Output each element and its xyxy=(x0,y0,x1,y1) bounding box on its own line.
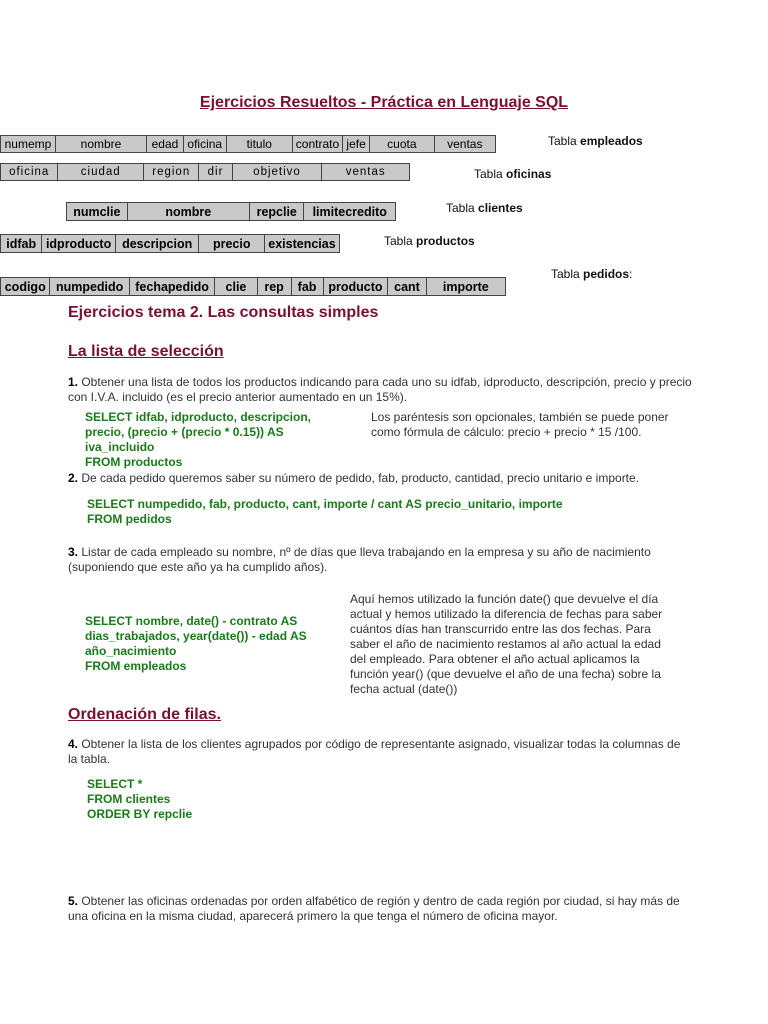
column-header: nombre xyxy=(127,203,249,221)
column-header: idfab xyxy=(1,235,42,253)
table-label-oficinas: Tabla oficinas xyxy=(474,167,552,181)
column-header: region xyxy=(144,164,199,181)
column-header: importe xyxy=(426,278,505,296)
column-header: oficina xyxy=(183,136,226,153)
column-header: contrato xyxy=(292,136,342,153)
exercise-3-text: 3. Listar de cada empleado su nombre, nº de días que lleva trabajando en la empresa y su año de nacimiento (suponiendo que este año ya ha cumplido años). xyxy=(68,545,651,574)
column-header: edad xyxy=(147,136,184,153)
exercise-1-text: 1. Obtener una lista de todos los productos indicando para cada uno su idfab, idproducto, descripción, precio y precio con I.V.A. incluido (es el precio anterior aumentado en un 15%). xyxy=(68,375,692,404)
exercise-1-sql: SELECT idfab, idproducto, descripcion, precio, (precio + (precio * 0.15)) AS iva_incluido FROM productos xyxy=(85,410,312,469)
column-header: ciudad xyxy=(58,164,144,181)
column-header: numemp xyxy=(1,136,56,153)
column-header: fechapedido xyxy=(129,278,215,296)
column-header: producto xyxy=(323,278,388,296)
column-header: nombre xyxy=(55,136,146,153)
column-header: oficina xyxy=(1,164,58,181)
column-header: numpedido xyxy=(50,278,129,296)
exercise-3-note: Aquí hemos utilizado la función date() que devuelve el día actual y hemos utilizado la diferencia de fechas para saber cuántos días han transcurrido entre las dos fechas. Para saber el año de nacimiento restamos al año actual la edad del empleado. Para obtener el año actual aplicamos la función year() (que devuelve el año de una fecha) sobre la fecha actual (date()) xyxy=(350,592,663,696)
column-header: idproducto xyxy=(42,235,116,253)
subsection-heading: La lista de selección xyxy=(68,343,224,360)
subsection-heading-ordenacion: Ordenación de filas. xyxy=(68,706,221,723)
table-pedidos xyxy=(0,277,506,296)
column-header: codigo xyxy=(1,278,50,296)
column-header: objetivo xyxy=(232,164,322,181)
table-label-pedidos: Tabla pedidos: xyxy=(551,267,633,281)
table-productos xyxy=(0,234,340,253)
table-clientes xyxy=(66,202,396,221)
column-header: fab xyxy=(291,278,323,296)
column-header: numclie xyxy=(67,203,128,221)
table-label-empleados: Tabla empleados xyxy=(548,134,643,148)
column-header: dir xyxy=(199,164,232,181)
column-header: precio xyxy=(199,235,264,253)
column-header: ventas xyxy=(322,164,410,181)
exercise-2-sql: SELECT numpedido, fab, producto, cant, importe / cant AS precio_unitario, importe FROM pedidos xyxy=(87,497,563,526)
exercise-1-note: Los paréntesis son opcionales, también se puede poner como fórmula de cálculo: precio + precio * 15 /100. xyxy=(371,410,669,439)
table-label-clientes: Tabla clientes xyxy=(446,201,523,215)
column-header: repclie xyxy=(250,203,304,221)
column-header: limitecredito xyxy=(304,203,396,221)
table-oficinas xyxy=(0,163,410,181)
column-header: cant xyxy=(388,278,426,296)
exercise-4-sql: SELECT * FROM clientes ORDER BY repclie xyxy=(87,777,193,821)
document-title: Ejercicios Resueltos - Práctica en Lenguaje SQL xyxy=(199,94,569,111)
exercise-2-text: 2. De cada pedido queremos saber su número de pedido, fab, producto, cantidad, precio unitario e importe. xyxy=(68,471,640,485)
column-header: existencias xyxy=(264,235,339,253)
exercise-4-text: 4. Obtener la lista de los clientes agrupados por código de representante asignado, visualizar todas la columnas de la tabla. xyxy=(68,737,681,766)
table-empleados xyxy=(0,135,496,153)
exercise-5-text: 5. Obtener las oficinas ordenadas por orden alfabético de región y dentro de cada región por ciudad, si hay más de una oficina en la misma ciudad, aparecerá primero la que tenga el número de oficina mayor. xyxy=(68,894,680,923)
column-header: jefe xyxy=(343,136,370,153)
column-header: cuota xyxy=(370,136,435,153)
column-header: clie xyxy=(215,278,257,296)
column-header: descripcion xyxy=(115,235,199,253)
section-heading: Ejercicios tema 2. Las consultas simples xyxy=(68,304,379,321)
column-header: titulo xyxy=(226,136,292,153)
exercise-3-sql: SELECT nombre, date() - contrato AS dias_trabajados, year(date()) - edad AS año_nacimiento FROM empleados xyxy=(85,614,307,673)
table-label-productos: Tabla productos xyxy=(384,234,475,248)
column-header: rep xyxy=(257,278,291,296)
column-header: ventas xyxy=(434,136,495,153)
